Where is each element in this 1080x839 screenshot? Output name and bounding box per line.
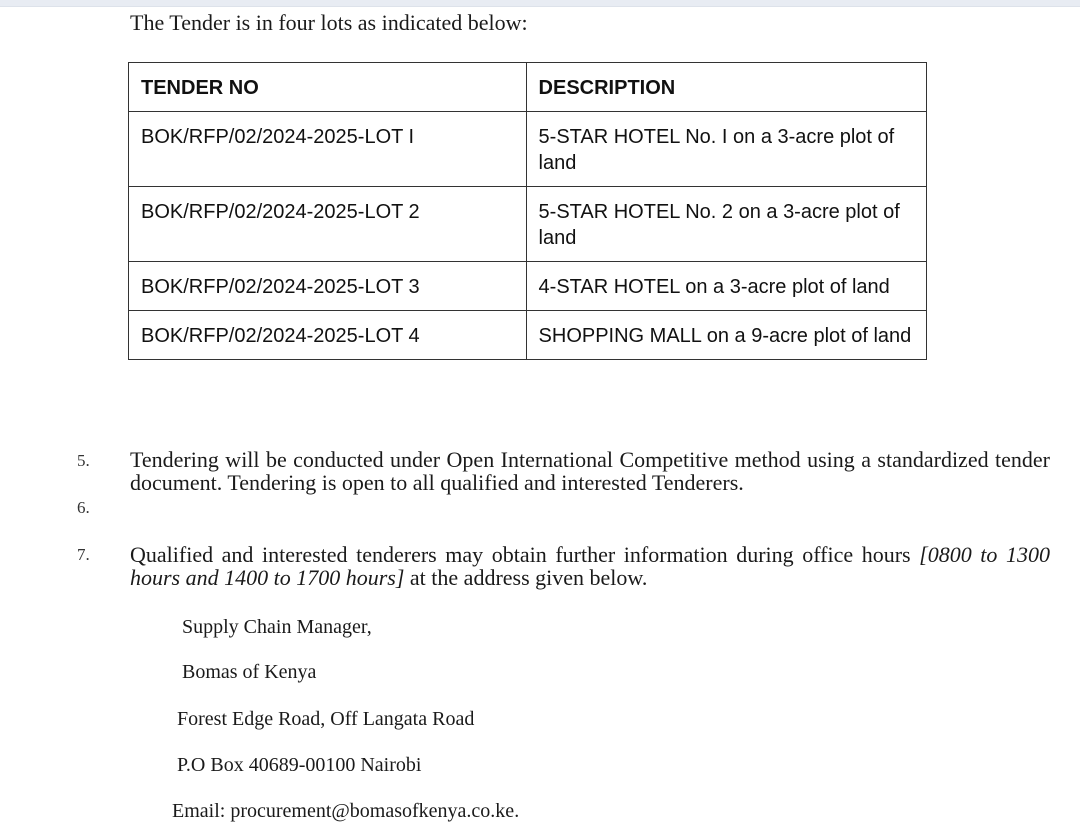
page-top-edge bbox=[0, 0, 1080, 7]
paragraph-7-end: at the address given below. bbox=[404, 565, 648, 590]
tender-no-cell: BOK/RFP/02/2024-2025-LOT I bbox=[129, 112, 527, 187]
description-cell: 5-STAR HOTEL No. 2 on a 3-acre plot of land bbox=[526, 187, 926, 262]
header-tender-no: TENDER NO bbox=[129, 63, 527, 112]
paragraph-7-text: Qualified and interested tenderers may obtain further information during office hours bbox=[130, 542, 920, 567]
table-row bbox=[129, 112, 927, 187]
office-hours-text: [0800 to 1300 hours and 1400 to 1700 hours] bbox=[130, 542, 1050, 590]
item-number-6: 6. bbox=[77, 498, 90, 517]
address-line-street: Forest Edge Road, Off Langata Road bbox=[177, 708, 475, 730]
description-cell: 4-STAR HOTEL on a 3-acre plot of land bbox=[526, 262, 926, 311]
address-line-pobox: P.O Box 40689-00100 Nairobi bbox=[177, 754, 422, 776]
tender-no-cell: BOK/RFP/02/2024-2025-LOT 4 bbox=[129, 311, 527, 360]
paragraph-7 bbox=[130, 543, 1050, 589]
paragraph-5: Tendering will be conducted under Open International Competitive method using a standardized tender document. Tendering is open to all qualified and interested Tenderers. bbox=[130, 447, 1050, 495]
description-cell: 5-STAR HOTEL No. I on a 3-acre plot of land bbox=[526, 112, 926, 187]
table-row bbox=[129, 262, 927, 311]
tender-no-cell: BOK/RFP/02/2024-2025-LOT 2 bbox=[129, 187, 527, 262]
item-number-7: 7. bbox=[77, 545, 90, 564]
address-line-email: Email: procurement@bomasofkenya.co.ke. bbox=[172, 800, 520, 822]
description-cell: SHOPPING MALL on a 9-acre plot of land bbox=[526, 311, 926, 360]
table-row bbox=[129, 311, 927, 360]
address-line-org: Bomas of Kenya bbox=[182, 661, 317, 683]
address-line-title: Supply Chain Manager, bbox=[182, 616, 372, 638]
table-header-row bbox=[129, 63, 927, 112]
tender-no-cell: BOK/RFP/02/2024-2025-LOT 3 bbox=[129, 262, 527, 311]
item-number-5: 5. bbox=[77, 451, 90, 470]
header-description: DESCRIPTION bbox=[526, 63, 926, 112]
intro-text: The Tender is in four lots as indicated below: bbox=[130, 10, 528, 35]
table-row bbox=[129, 187, 927, 262]
tender-lots-table bbox=[128, 62, 927, 360]
